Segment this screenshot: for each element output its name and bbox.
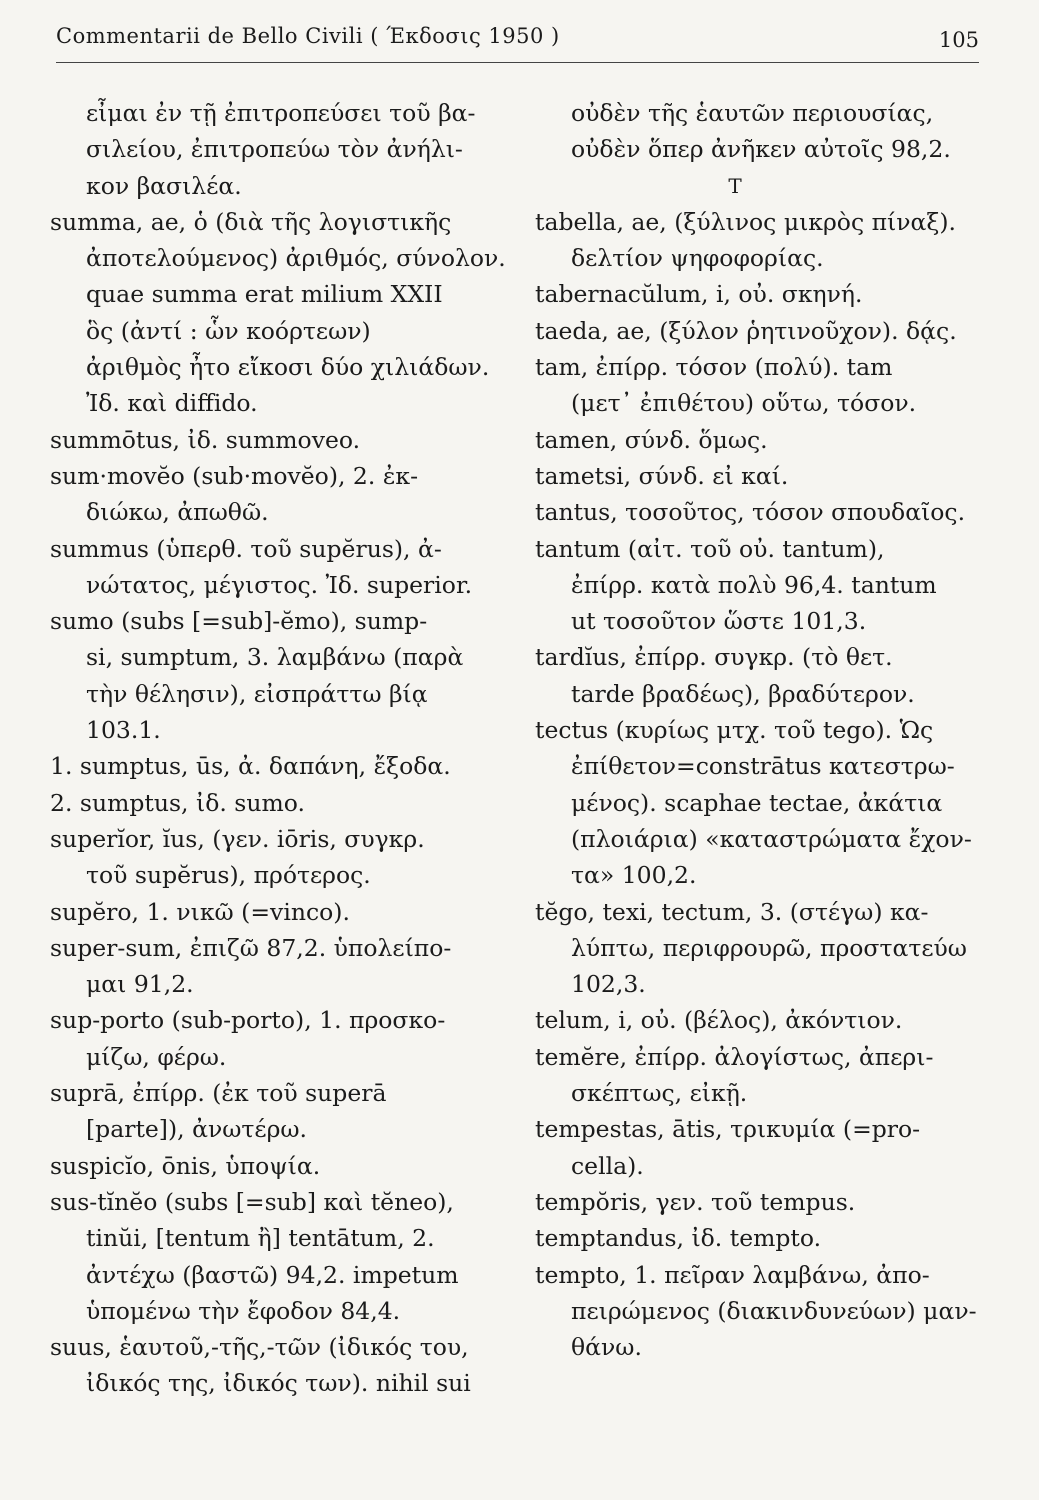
glossary-line: εἶμαι ἐν τῇ ἐπιτροπεύσει τοῦ βα-	[86, 99, 476, 127]
glossary-line: (πλοιάρια) «καταστρώματα ἔχον-	[571, 824, 972, 853]
glossary-line: κον βασιλέα.	[86, 171, 242, 200]
glossary-line: πειρώμενος (διακινδυνεύων) μαν-	[571, 1296, 977, 1325]
glossary-line: telum, i, οὐ. (βέλος), ἀκόντιον.	[535, 1006, 903, 1035]
glossary-line: tametsi, σύνδ. εἰ καί.	[535, 461, 789, 490]
glossary-line: ὃς (ἀντί : ὧν κοόρτεων)	[86, 316, 371, 345]
glossary-line: supĕro, 1. νικῶ (=vinco).	[50, 897, 350, 926]
glossary-line: διώκω, ἀπωθῶ.	[86, 498, 269, 527]
glossary-line: θάνω.	[571, 1333, 642, 1362]
glossary-line: suprā, ἐπίρρ. (ἐκ τοῦ superā	[50, 1079, 387, 1108]
glossary-line: οὐδὲν ὅπερ ἀνῆκεν αὐτοῖς 98,2.	[571, 135, 951, 164]
glossary-line: tantus, τοσοῦτος, τόσον σπουδαῖος.	[535, 498, 966, 527]
glossary-line: taeda, ae, (ξύλον ῥητινοῦχον). δᾴς.	[535, 316, 957, 345]
glossary-line: 102,3.	[571, 970, 646, 999]
glossary-line: σιλείου, ἐπιτροπεύω τὸν ἀνήλι-	[86, 135, 463, 164]
glossary-line: λύπτω, περιφρουρῶ, προστατεύω	[571, 933, 967, 962]
glossary-line: tantum (αἰτ. τοῦ οὐ. tantum),	[535, 534, 885, 563]
glossary-line: οὐδὲν τῆς ἑαυτῶν περιουσίας,	[571, 99, 934, 127]
running-title: Commentarii de Bello Civili ( Έκδοσις 1950 )	[56, 24, 560, 48]
glossary-line: summōtus, ἰδ. summoveo.	[50, 425, 361, 454]
glossary-line: summa, ae, ὁ (διὰ τῆς λογιστικῆς	[50, 207, 452, 236]
glossary-line: si, sumptum, 3. λαμβάνω (παρὰ	[86, 643, 464, 672]
glossary-line: μένος). scaphae tectae, ἀκάτια	[571, 788, 943, 817]
glossary-line: tam, ἐπίρρ. τόσον (πολύ). tam	[535, 353, 893, 382]
glossary-line: tempestas, ātis, τρικυμία (=pro-	[535, 1115, 921, 1144]
glossary-line: μίζω, φέρω.	[86, 1042, 227, 1071]
glossary-line: summus (ὑπερθ. τοῦ supĕrus), ἀ-	[50, 534, 442, 563]
glossary-line: tabernacŭlum, i, οὐ. σκηνή.	[535, 280, 863, 309]
glossary-line: ut τοσοῦτον ὥστε 101,3.	[571, 607, 867, 636]
glossary-line: τα» 100,2.	[571, 861, 697, 890]
glossary-line: temĕre, ἐπίρρ. ἀλογίστως, ἀπερι-	[535, 1042, 934, 1071]
glossary-line: tĕgo, texi, tectum, 3. (στέγω) κα-	[535, 897, 929, 926]
glossary-line: τοῦ supĕrus), πρότερος.	[86, 861, 371, 890]
glossary-line: tabella, ae, (ξύλινος μικρὸς πίναξ).	[535, 207, 956, 236]
glossary-line: (μετ᾿ ἐπιθέτου) οὕτω, τόσον.	[571, 389, 917, 418]
glossary-line: super-sum, ἐπιζῶ 87,2. ὑπολείπο-	[50, 933, 452, 962]
glossary-line: σκέπτως, εἰκῇ.	[571, 1079, 748, 1108]
glossary-line: ἰδικός της, ἰδικός των). nihil sui	[86, 1369, 471, 1398]
glossary-line: suus, ἑαυτοῦ,-τῆς,-τῶν (ἰδικός του,	[50, 1333, 469, 1362]
glossary-line: sup-porto (sub-porto), 1. προσκο-	[50, 1006, 446, 1035]
glossary-line: superĭor, ĭus, (γεν. iōris, συγκρ.	[50, 824, 425, 853]
glossary-line: tectus (κυρίως μτχ. τοῦ tego). Ὡς	[535, 716, 934, 745]
glossary-line: ἐπίθετον=constrātus κατεστρω-	[571, 752, 955, 781]
glossary-line: ἐπίρρ. κατὰ πολὺ 96,4. tantum	[571, 570, 937, 599]
glossary-line: sumo (subs [=sub]-ĕmo), sump-	[50, 607, 428, 636]
glossary-line: ἀποτελούμενος) ἀριθμός, σύνολον.	[86, 244, 506, 273]
right-column	[535, 95, 995, 1365]
glossary-line: suspicĭo, ōnis, ὑποψία.	[50, 1151, 321, 1180]
glossary-line: sum·movĕo (sub·movĕo), 2. ἐκ-	[50, 461, 419, 490]
section-letter-heading: T	[728, 173, 742, 198]
glossary-line: τὴν θέλησιν), εἰσπράττω βίᾳ	[86, 679, 428, 708]
glossary-line: [parte]), ἀνωτέρω.	[86, 1115, 308, 1144]
glossary-line: 103.1.	[86, 716, 161, 745]
glossary-line: tamen, σύνδ. ὅμως.	[535, 425, 768, 454]
glossary-line: cella).	[571, 1151, 644, 1180]
glossary-line: tinŭi, [tentum ἢ] tentātum, 2.	[86, 1224, 435, 1253]
glossary-line: ἀντέχω (βαστῶ) 94,2. impetum	[86, 1260, 459, 1289]
glossary-line: temptandus, ἰδ. tempto.	[535, 1224, 822, 1253]
page-number: 105	[938, 28, 979, 52]
glossary-line: δελτίον ψηφοφορίας.	[571, 244, 824, 273]
glossary-line: tempto, 1. πεῖραν λαμβάνω, ἀπο-	[535, 1260, 930, 1289]
glossary-line: tempŏris, γεν. τοῦ tempus.	[535, 1187, 856, 1216]
left-column	[50, 95, 510, 1402]
glossary-line: tardĭus, ἐπίρρ. συγκρ. (τὸ θετ.	[535, 643, 893, 672]
glossary-line: tarde βραδέως), βραδύτερον.	[571, 679, 915, 708]
glossary-line: νώτατος, μέγιστος. Ἰδ. superior.	[86, 570, 473, 599]
glossary-line: 1. sumptus, ūs, ἀ. δαπάνη, ἔξοδα.	[50, 752, 451, 781]
glossary-line: 2. sumptus, ἰδ. sumo.	[50, 788, 305, 817]
glossary-line: ἀριθμὸς ἦτο εἴκοσι δύο χιλιάδων.	[86, 353, 490, 382]
glossary-line: sus-tĭnĕo (subs [=sub] καὶ tĕneo),	[50, 1187, 454, 1216]
page-header	[56, 18, 979, 63]
glossary-line: Ἰδ. καὶ diffido.	[86, 389, 258, 418]
glossary-line: quae summa erat milium XXII	[86, 280, 443, 309]
glossary-line: ὑπομένω τὴν ἔφοδον 84,4.	[86, 1296, 401, 1325]
glossary-line: μαι 91,2.	[86, 970, 194, 999]
